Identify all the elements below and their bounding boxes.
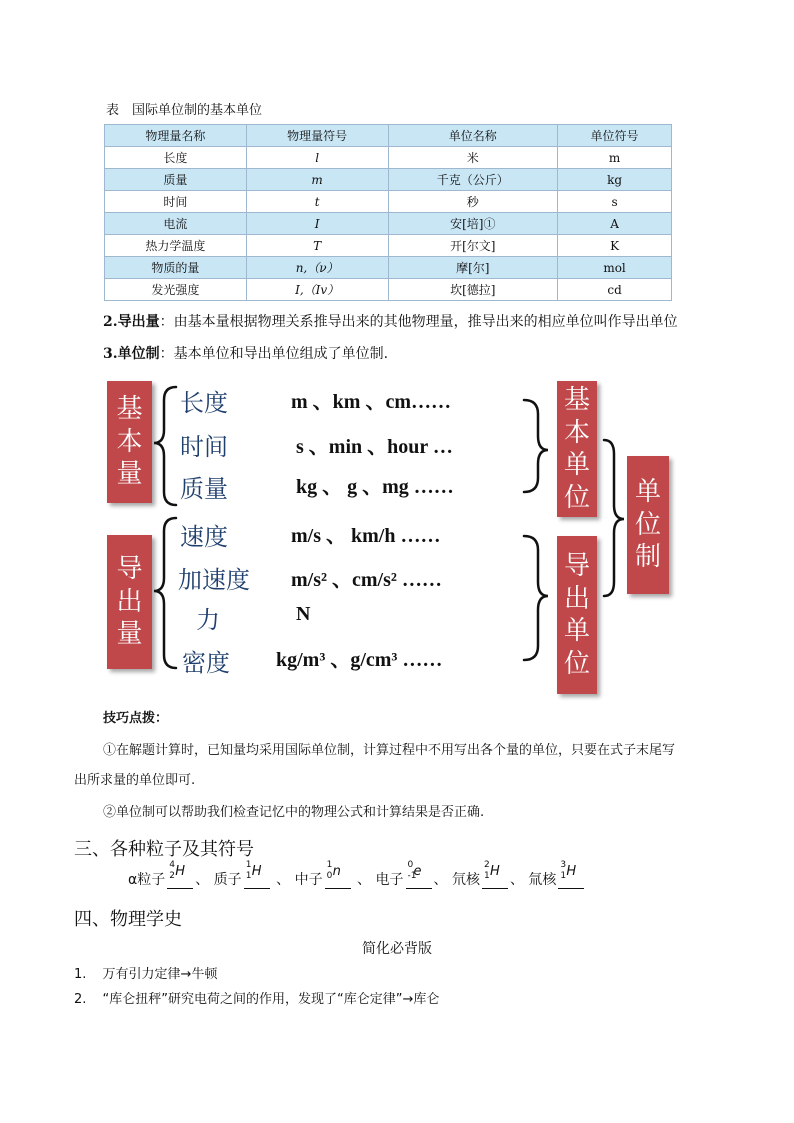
left-brace-base bbox=[154, 387, 176, 505]
mass-number: 4 bbox=[169, 860, 175, 870]
separator: 、 bbox=[352, 872, 372, 888]
units-velocity: m/s 、 km/h …… bbox=[291, 525, 441, 547]
right-brace-system bbox=[604, 440, 624, 596]
cell: 物质的量 bbox=[105, 257, 247, 279]
atomic-number: 1 bbox=[483, 871, 490, 881]
units-density: kg/m³ 、g/cm³ …… bbox=[276, 649, 443, 671]
particle-alpha-symbol bbox=[167, 860, 193, 889]
particle-triton-label: 氚核 bbox=[528, 872, 557, 888]
mass-number: 1 bbox=[326, 860, 333, 870]
derived-quantity-text: ：由基本量根据物理关系推导出来的其他物理量，推导出来的相应单位叫作导出单位 bbox=[159, 314, 678, 330]
separator: 、 bbox=[271, 872, 291, 888]
quantity-time: 时间 bbox=[180, 433, 228, 461]
atomic-number: 2 bbox=[169, 871, 175, 881]
cell: s bbox=[558, 191, 672, 213]
column-header: 物理量名称 bbox=[105, 125, 247, 147]
right-brace-derived bbox=[524, 536, 548, 660]
derived-quantity-term: 导出量 bbox=[117, 314, 160, 330]
column-header: 单位名称 bbox=[388, 125, 558, 147]
particle-deuteron-label: 氘核 bbox=[451, 872, 480, 888]
cell: 热力学温度 bbox=[105, 235, 247, 257]
particle-list bbox=[128, 860, 586, 889]
units-mass: kg 、 g 、mg …… bbox=[296, 476, 454, 498]
cell: kg bbox=[558, 169, 672, 191]
cell: t bbox=[246, 191, 388, 213]
particle-proton-label: 质子 bbox=[213, 872, 242, 888]
base-quantity-box-label: 基本量 bbox=[116, 394, 143, 490]
element-symbol: n bbox=[332, 864, 341, 879]
units-force: N bbox=[296, 603, 311, 625]
mass-number: 2 bbox=[483, 860, 490, 870]
units-length: m 、km 、cm…… bbox=[291, 391, 451, 413]
particle-proton-symbol bbox=[244, 860, 270, 889]
history-item bbox=[74, 963, 217, 982]
separator: 、 bbox=[433, 872, 448, 888]
particle-electron-symbol bbox=[406, 860, 432, 889]
cell: m bbox=[246, 169, 388, 191]
cell: A bbox=[558, 213, 672, 235]
cell: l bbox=[246, 147, 388, 169]
left-brace-derived bbox=[154, 518, 176, 668]
right-brace-base bbox=[524, 400, 548, 492]
particle-triton-symbol bbox=[558, 860, 584, 889]
cell: 坎[德拉] bbox=[388, 279, 558, 301]
quantity-acceleration: 加速度 bbox=[178, 566, 250, 594]
tips-paragraph-1: ①在解题计算时，已知量均采用国际单位制，计算过程中不用写出各个量的单位，只要在式子末尾写 bbox=[103, 743, 676, 758]
cell: m bbox=[558, 147, 672, 169]
history-text: “库仑扭秤”研究电荷之间的作用，发现了“库仑定律”→库仑 bbox=[102, 992, 440, 1007]
history-subtitle: 简化必背版 bbox=[362, 941, 432, 957]
atomic-number: 1 bbox=[560, 871, 567, 881]
element-symbol: e bbox=[413, 864, 422, 879]
particle-electron-label: 电子 bbox=[375, 872, 404, 888]
cell: I bbox=[246, 213, 388, 235]
units-acceleration: m/s² 、cm/s² …… bbox=[291, 569, 442, 591]
cell: cd bbox=[558, 279, 672, 301]
cell: 时间 bbox=[105, 191, 247, 213]
point-number: 3. bbox=[103, 346, 118, 362]
atomic-number: 0 bbox=[326, 871, 333, 881]
separator: 、 bbox=[509, 872, 524, 888]
particle-neutron-symbol bbox=[325, 860, 351, 889]
quantity-length: 长度 bbox=[180, 389, 228, 417]
column-header: 单位符号 bbox=[558, 125, 672, 147]
particle-neutron-label: 中子 bbox=[294, 872, 323, 888]
cell: T bbox=[246, 235, 388, 257]
quantity-force: 力 bbox=[196, 606, 220, 634]
separator: 、 bbox=[195, 872, 210, 888]
tips-title: 技巧点拨： bbox=[103, 711, 169, 726]
cell: K bbox=[558, 235, 672, 257]
cell: 安[培]① bbox=[388, 213, 558, 235]
atomic-number: -1 bbox=[407, 871, 417, 881]
cell: 质量 bbox=[105, 169, 247, 191]
cell: 开[尔文] bbox=[388, 235, 558, 257]
element-symbol: H bbox=[175, 864, 186, 879]
table-caption: 表 国际单位制的基本单位 bbox=[106, 103, 263, 118]
mass-number: 1 bbox=[245, 860, 252, 870]
base-unit-box-label: 基本单位 bbox=[563, 385, 590, 513]
list-number: 2. bbox=[74, 992, 87, 1007]
atomic-number: 1 bbox=[245, 871, 252, 881]
cell: 发光强度 bbox=[105, 279, 247, 301]
particle-deuteron-symbol bbox=[482, 860, 508, 889]
column-header: 物理量符号 bbox=[246, 125, 388, 147]
quantity-velocity: 速度 bbox=[180, 523, 228, 551]
unit-system-text: ：基本单位和导出单位组成了单位制. bbox=[159, 346, 389, 362]
cell: n,（ν） bbox=[246, 257, 388, 279]
cell: I,（Iv） bbox=[246, 279, 388, 301]
unit-system-term: 单位制 bbox=[117, 346, 160, 362]
point-number: 2. bbox=[103, 314, 118, 330]
tips-paragraph-1-cont: 出所求量的单位即可. bbox=[74, 773, 196, 788]
particle-alpha-label: α粒子 bbox=[128, 872, 166, 888]
mass-number: 0 bbox=[407, 860, 414, 870]
section-3-heading: 三、各种粒子及其符号 bbox=[74, 839, 254, 860]
cell: 秒 bbox=[388, 191, 558, 213]
cell: 长度 bbox=[105, 147, 247, 169]
element-symbol: H bbox=[251, 864, 262, 879]
section-4-heading: 四、物理学史 bbox=[74, 909, 182, 930]
unit-system-box-label: 单位制 bbox=[634, 477, 661, 573]
cell: 电流 bbox=[105, 213, 247, 235]
history-item bbox=[74, 988, 439, 1007]
quantity-density: 密度 bbox=[182, 649, 230, 677]
cell: 千克（公斤） bbox=[388, 169, 558, 191]
tips-paragraph-2: ②单位制可以帮助我们检查记忆中的物理公式和计算结果是否正确. bbox=[103, 805, 485, 820]
quantity-mass: 质量 bbox=[180, 475, 228, 503]
derived-quantity-box-label: 导出量 bbox=[116, 554, 143, 650]
history-text: 万有引力定律→牛顿 bbox=[102, 967, 218, 982]
cell: 摩[尔] bbox=[388, 257, 558, 279]
list-number: 1. bbox=[74, 967, 87, 982]
element-symbol: H bbox=[489, 864, 500, 879]
cell: 米 bbox=[388, 147, 558, 169]
mass-number: 3 bbox=[560, 860, 567, 870]
units-time: s 、min 、hour … bbox=[296, 436, 453, 458]
element-symbol: H bbox=[566, 864, 577, 879]
cell: mol bbox=[558, 257, 672, 279]
derived-unit-box-label: 导出单位 bbox=[563, 551, 590, 679]
